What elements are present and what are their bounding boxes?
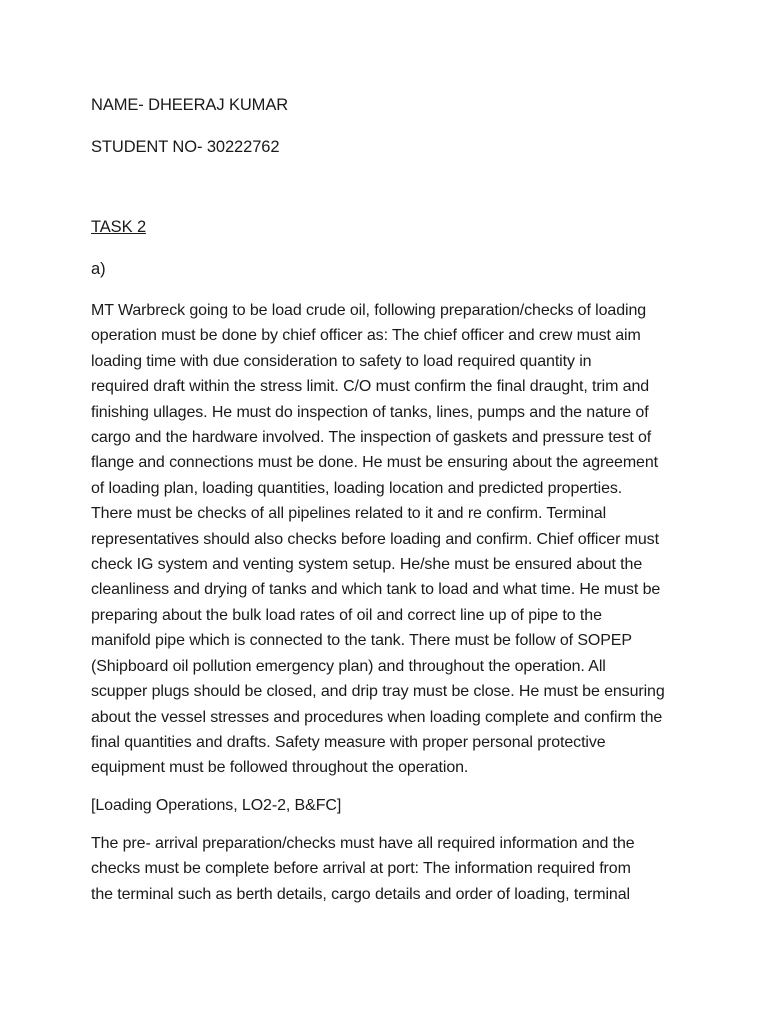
paragraph-line: checks must be complete before arrival at port: The information required from xyxy=(91,860,631,878)
paragraph-line: scupper plugs should be closed, and drip tray must be close. He must be ensuring xyxy=(91,683,665,701)
paragraph-line: preparing about the bulk load rates of oil and correct line up of pipe to the xyxy=(91,606,602,624)
paragraph-line: operation must be done by chief officer as: The chief officer and crew must aim xyxy=(91,327,641,345)
paragraph-line: final quantities and drafts. Safety measure with proper personal protective xyxy=(91,733,606,751)
paragraph-line: cargo and the hardware involved. The inspection of gaskets and pressure test of xyxy=(91,429,652,447)
paragraph-line: of loading plan, loading quantities, loading location and predicted properties. xyxy=(91,479,623,497)
paragraph-line: manifold pipe which is connected to the tank. There must be follow of SOPEP xyxy=(91,632,632,650)
paragraph-line: cleanliness and drying of tanks and which tank to load and what time. He must be xyxy=(91,581,661,599)
paragraph-loading-checks xyxy=(91,298,683,781)
paragraph-line: There must be checks of all pipelines related to it and re confirm. Terminal xyxy=(91,505,607,523)
paragraph-line: finishing ullages. He must do inspection of tanks, lines, pumps and the nature of xyxy=(91,403,649,421)
paragraph-line: (Shipboard oil pollution emergency plan) and throughout the operation. All xyxy=(91,657,606,675)
paragraph-line: flange and connections must be done. He must be ensuring about the agreement xyxy=(91,454,659,472)
part-label: a) xyxy=(91,260,106,278)
paragraph-line: the terminal such as berth details, cargo details and order of loading, terminal xyxy=(91,885,630,903)
paragraph-line: about the vessel stresses and procedures when loading complete and confirm the xyxy=(91,708,663,726)
paragraph-line: The pre- arrival preparation/checks must have all required information and the xyxy=(91,835,635,852)
paragraph-line: MT Warbreck going to be load crude oil, following preparation/checks of loading xyxy=(91,302,647,319)
student-name-line: NAME- DHEERAJ KUMAR xyxy=(91,96,289,114)
paragraph-line: equipment must be followed throughout the operation. xyxy=(91,759,469,777)
paragraph-line: loading time with due consideration to safety to load required quantity in xyxy=(91,352,592,370)
paragraph-line: required draft within the stress limit. C/O must confirm the final draught, trim and xyxy=(91,378,650,396)
student-number-line: STUDENT NO- 30222762 xyxy=(91,138,280,156)
paragraph-line: check IG system and venting system setup. He/she must be ensured about the xyxy=(91,556,643,574)
paragraph-pre-arrival xyxy=(91,831,683,907)
reference-citation: [Loading Operations, LO2-2, B&FC] xyxy=(91,797,342,814)
task-heading: TASK 2 xyxy=(91,218,147,236)
paragraph-line: representatives should also checks before loading and confirm. Chief officer must xyxy=(91,530,659,548)
